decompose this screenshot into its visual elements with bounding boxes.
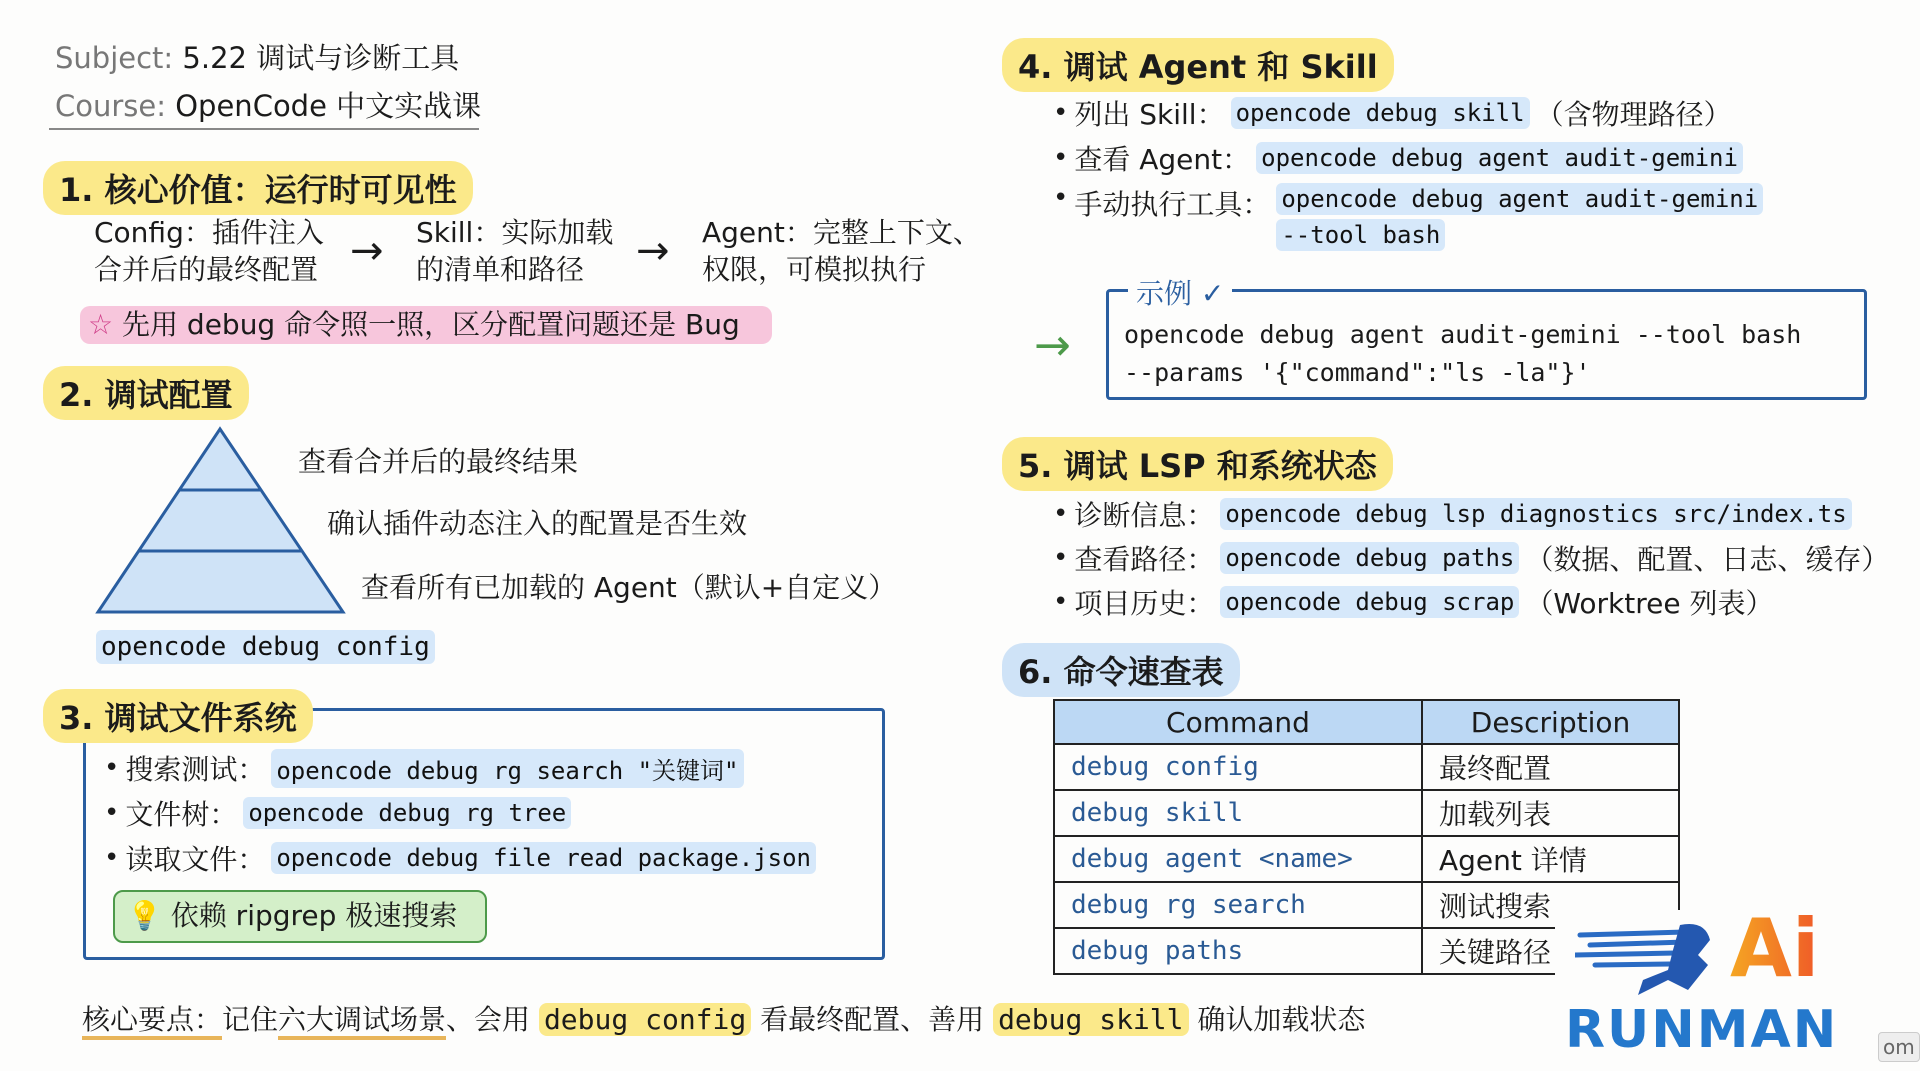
item-label: 文件树： [125, 798, 238, 831]
example-line-1: opencode debug agent audit-gemini --tool bash [1124, 320, 1802, 349]
star-icon: ☆ [88, 308, 114, 341]
footer-label: 核心要点： [82, 1003, 222, 1040]
subject-label: Subject: [55, 41, 174, 75]
flow-agent [702, 214, 981, 288]
command-chip: --tool bash [1276, 219, 1445, 251]
command-chip: opencode debug scrap [1220, 586, 1519, 618]
list-item: • 项目历史： opencode debug scrap （Worktree 列表） [1053, 582, 1773, 622]
item-label: 手动执行工具： [1074, 188, 1271, 221]
ripgrep-tip [113, 890, 487, 943]
list-item: • 读取文件： opencode debug file read package.json [104, 838, 816, 878]
item-suffix: （数据、配置、日志、缓存） [1525, 543, 1890, 576]
flow-agent-l2: 权限，可模拟执行 [702, 253, 927, 286]
course-label: Course: [55, 89, 167, 123]
command-chip: opencode debug file read package.json [271, 842, 816, 874]
item-label: 列出 Skill： [1074, 98, 1225, 131]
section-2-title: 2. 调试配置 [43, 366, 249, 420]
cell-description: 测试搜索 [1422, 882, 1679, 928]
cell-description: Agent 详情 [1422, 836, 1679, 882]
runman-logo [1555, 902, 1865, 1060]
footer-text: 确认加载状态 [1188, 1003, 1366, 1036]
header-command: Command [1054, 700, 1422, 744]
command-chip: opencode debug agent audit-gemini [1276, 183, 1763, 215]
flow-config-l2: 合并后的最终配置 [94, 253, 319, 286]
footer-text: 、会用 [446, 1003, 539, 1036]
section-4-title: 4. 调试 Agent 和 Skill [1002, 38, 1394, 92]
arrow-right-icon: → [1034, 320, 1071, 371]
flow-config [94, 214, 324, 288]
tip-note [80, 306, 772, 344]
table-row [1054, 836, 1679, 882]
table-header [1054, 700, 1679, 744]
course-line [55, 84, 481, 125]
corner-badge: om [1878, 1032, 1920, 1062]
list-item: • 搜索测试： opencode debug rg search "关键词" [104, 748, 744, 788]
list-item: • 列出 Skill： opencode debug skill （含物理路径） [1053, 93, 1732, 133]
item-suffix: （Worktree 列表） [1525, 587, 1774, 620]
command-chip: opencode debug skill [1231, 97, 1530, 129]
subject-line [55, 36, 459, 77]
cell-command: debug skill [1054, 790, 1422, 836]
table-row [1054, 790, 1679, 836]
course: OpenCode 中文实战课 [175, 89, 482, 123]
header-description: Description [1422, 700, 1679, 744]
section-3-title: 3. 调试文件系统 [43, 689, 313, 743]
cell-command: debug agent <name> [1054, 836, 1422, 882]
example-title [1128, 272, 1232, 312]
logo-ai: Ai [1730, 902, 1820, 995]
footer-text: 看最终配置、善用 [751, 1003, 994, 1036]
table-row [1054, 744, 1679, 790]
cell-description: 加载列表 [1422, 790, 1679, 836]
example-code [1124, 316, 1801, 392]
flow-config-l1: Config：插件注入 [94, 216, 324, 249]
footer-text: 记住 [222, 1003, 279, 1036]
item-label: 诊断信息： [1074, 499, 1215, 532]
list-item: • 诊断信息： opencode debug lsp diagnostics src/index.ts [1053, 494, 1852, 534]
footer-highlight: 六大调试场景 [278, 1003, 446, 1040]
list-item: • 手动执行工具： opencode debug agent audit-gemini --tool bash [1053, 183, 1763, 251]
section-1-title: 1. 核心价值：运行时可见性 [43, 161, 473, 215]
flow-agent-l1: Agent：完整上下文、 [702, 216, 981, 249]
footer-summary [82, 998, 1365, 1038]
arrow-right-icon: → [350, 228, 384, 274]
list-item: • 文件树： opencode debug rg tree [104, 793, 571, 833]
debug-config-command: opencode debug config [96, 630, 435, 664]
pyramid-level-2: 确认插件动态注入的配置是否生效 [327, 507, 748, 540]
item-label: 查看 Agent： [1074, 143, 1251, 176]
cell-command: debug paths [1054, 928, 1422, 974]
list-item: • 查看 Agent： opencode debug agent audit-gemini [1053, 138, 1743, 178]
cell-command: debug rg search [1054, 882, 1422, 928]
command-chip: opencode debug lsp diagnostics src/index.ts [1220, 498, 1851, 530]
section-6-title: 6. 命令速查表 [1002, 643, 1240, 697]
header-divider [49, 128, 479, 130]
item-suffix: （含物理路径） [1535, 98, 1732, 131]
pyramid-level-1: 查看合并后的最终结果 [298, 445, 579, 478]
footer-code: debug skill [993, 1003, 1188, 1036]
check-icon: ✓ [1200, 277, 1225, 310]
command-chip: opencode debug rg tree [243, 797, 571, 829]
command-chip: opencode debug agent audit-gemini [1256, 142, 1743, 174]
list-item: • 查看路径： opencode debug paths （数据、配置、日志、缓存） [1053, 538, 1889, 578]
command-chip: opencode debug paths [1220, 542, 1519, 574]
example-line-2: --params '{"command":"ls -la"}' [1124, 358, 1591, 387]
item-label: 查看路径： [1074, 543, 1215, 576]
lightbulb-icon: 💡 [127, 899, 162, 932]
section-5-title: 5. 调试 LSP 和系统状态 [1002, 437, 1393, 491]
pyramid-level-3: 查看所有已加载的 Agent（默认+自定义） [361, 571, 897, 604]
tip-note-text: 先用 debug 命令照一照，区分配置问题还是 Bug [122, 308, 740, 341]
item-label: 项目历史： [1074, 587, 1215, 620]
item-label: 读取文件： [125, 843, 266, 876]
item-label: 搜索测试： [125, 753, 266, 786]
footer-code: debug config [539, 1003, 751, 1036]
ripgrep-tip-text: 依赖 ripgrep 极速搜索 [170, 899, 458, 932]
flow-skill-l1: Skill：实际加载 [416, 216, 614, 249]
cell-description: 最终配置 [1422, 744, 1679, 790]
flow-skill-l2: 的清单和路径 [416, 253, 585, 286]
subject: 5.22 调试与诊断工具 [182, 41, 460, 75]
logo-runman: RUNMAN [1565, 1000, 1839, 1060]
cell-command: debug config [1054, 744, 1422, 790]
example-label: 示例 [1136, 277, 1193, 310]
runner-icon [1575, 920, 1725, 1000]
command-chip: opencode debug rg search "关键词" [271, 749, 743, 788]
arrow-right-icon: → [636, 228, 670, 274]
flow-skill [416, 214, 613, 288]
cell-description: 关键路径 [1422, 928, 1679, 974]
